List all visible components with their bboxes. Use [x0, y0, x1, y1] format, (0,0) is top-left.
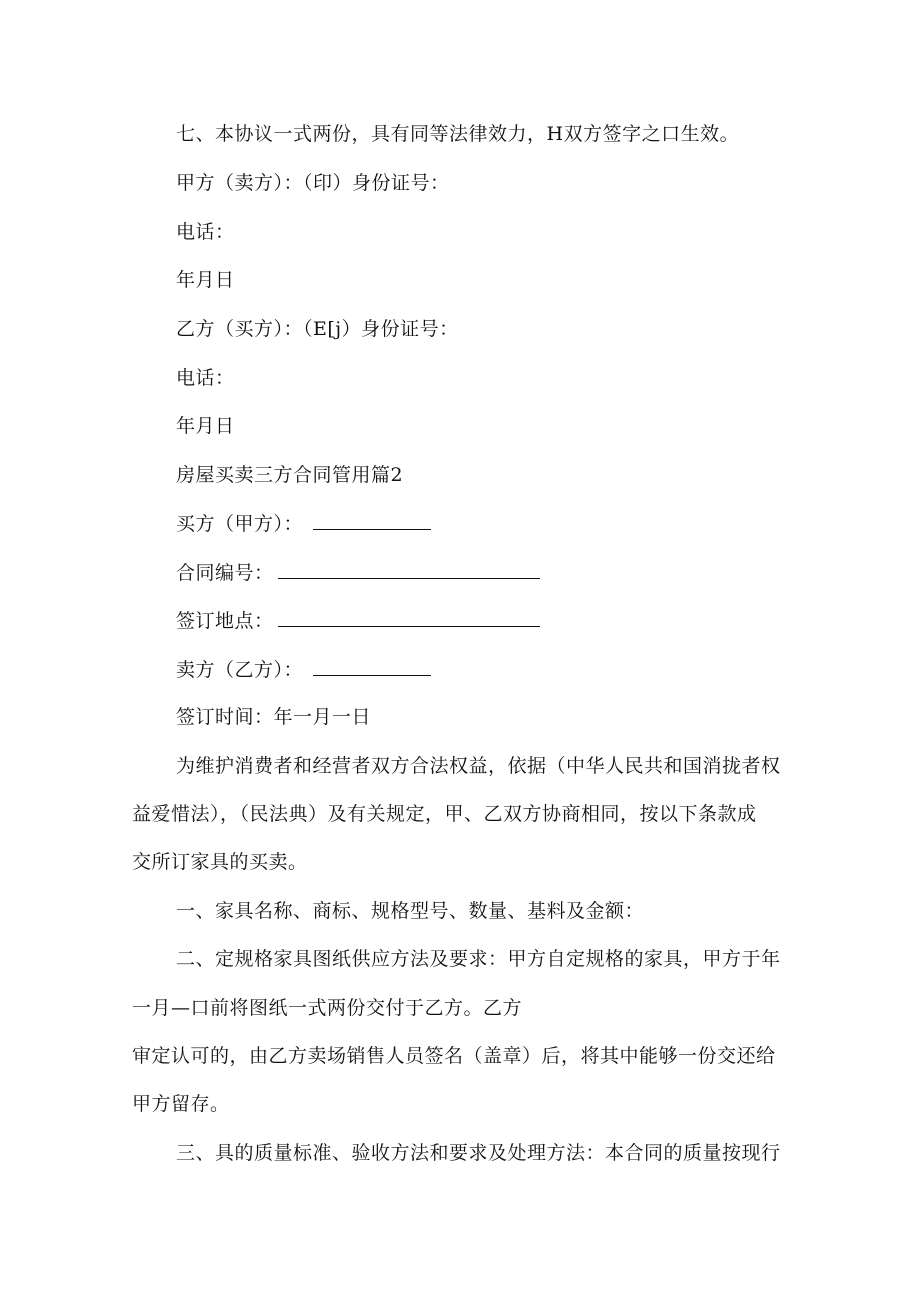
sign-place-field	[176, 608, 540, 633]
preamble-line-2: 益爱惜法），（民法典）及有关规定，甲、乙双方协商相同，按以下条款成	[132, 803, 757, 825]
contract-no-field	[176, 560, 540, 585]
party-b-buyer-line: 乙方（买方）：（E[j）身份证号：	[176, 318, 459, 340]
buyer-blank-line	[313, 511, 431, 530]
item-2-line-4: 甲方留存。	[132, 1093, 230, 1115]
phone-label-2: 电话：	[176, 367, 235, 389]
sign-place-blank-line	[278, 608, 540, 627]
party-a-seller-line: 甲方（卖方）：（印）身份证号：	[176, 172, 450, 194]
seller-blank-line	[313, 657, 431, 676]
preamble-line-1: 为维护消费者和经营者双方合法权益，依据（中华人民共和国消拢者权	[176, 755, 781, 777]
preamble-line-3: 交所订家具的买卖。	[132, 851, 308, 873]
item-2-line-2: 一月—口前将图纸一式两份交付于乙方。乙方	[132, 997, 523, 1019]
sign-time-line: 签订时间：年一月一日	[176, 706, 372, 728]
sign-place-label: 签订地点：	[176, 610, 274, 632]
contract-no-blank-line	[278, 560, 540, 579]
item-2-line-1: 二、定规格家具图纸供应方法及要求：甲方自定规格的家具，甲方于年	[176, 948, 781, 970]
phone-label-1: 电话：	[176, 221, 235, 243]
date-line-1: 年月日	[176, 269, 235, 291]
buyer-label: 买方（甲方）：	[176, 513, 304, 535]
item-2-line-3: 审定认可的，由乙方卖场销售人员签名（盖章）后，将其中能够一份交还给	[132, 1045, 776, 1067]
date-line-2: 年月日	[176, 415, 235, 437]
contract-no-label: 合同编号：	[176, 562, 274, 584]
item-3-line-1: 三、具的质量标准、验收方法和要求及处理方法：本合同的质量按现行	[176, 1142, 781, 1164]
clause-7-text: 七、本协议一式两份，具有同等法律效力，H双方签字之口生效。	[176, 123, 740, 145]
seller-label: 卖方（乙方）：	[176, 659, 304, 681]
item-1-text: 一、家具名称、商标、规格型号、数量、基料及金额：	[176, 900, 645, 922]
section-title: 房屋买卖三方合同管用篇2	[176, 464, 404, 486]
seller-field	[176, 657, 431, 682]
buyer-field	[176, 511, 431, 536]
